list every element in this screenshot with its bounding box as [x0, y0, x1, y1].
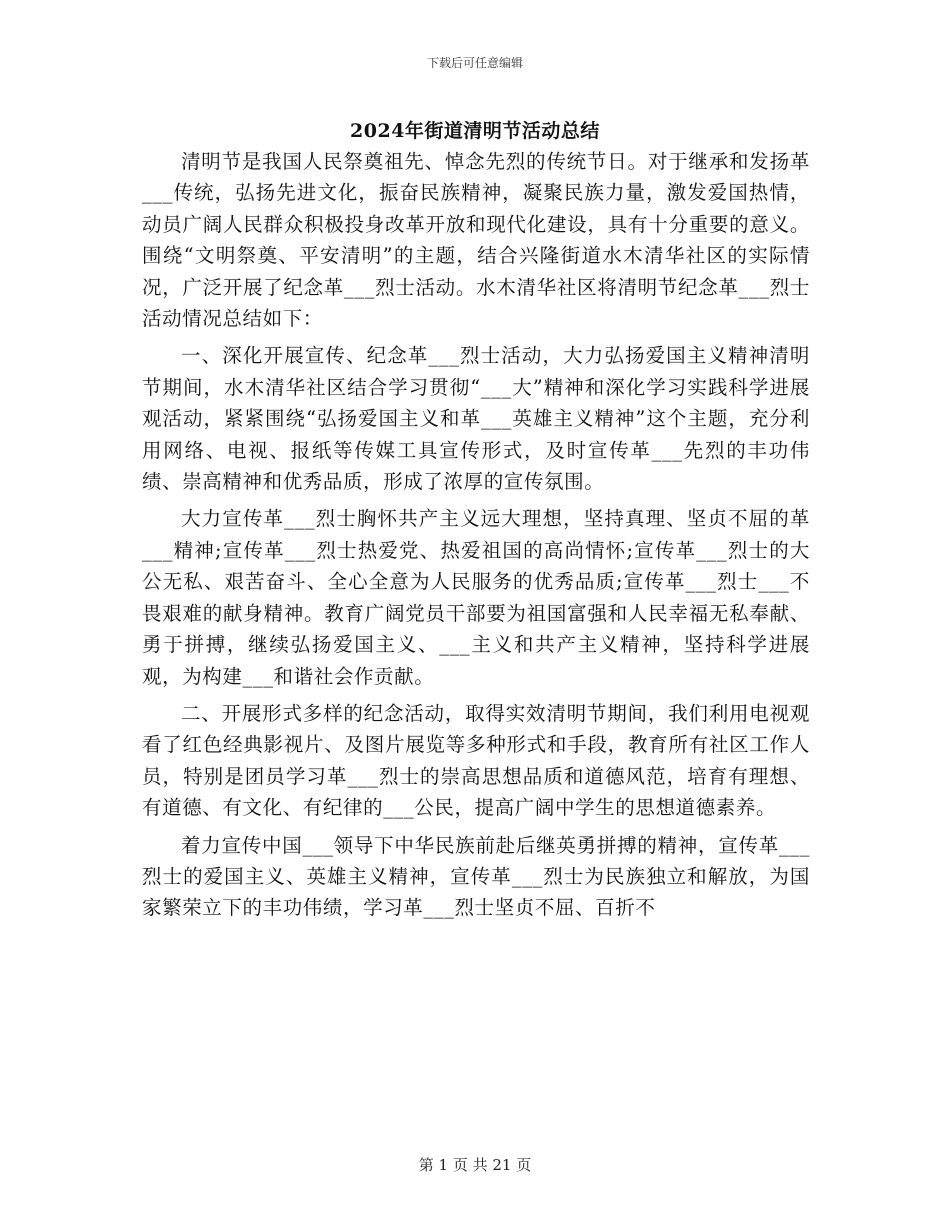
paragraph-propaganda: 大力宣传革___烈士胸怀共产主义远大理想，坚持真理、坚贞不屈的革___精神;宣传革___烈士热爱党、热爱祖国的高尚情怀;宣传革___烈士的大公无私、艰苦奋斗、全心全意为人民服务的优秀品质;宣传革___烈士___不畏艰难的献身精神。教育广阔党员干部要为祖国富强和人民幸福无私奉献、勇于拼搏，继续弘扬爱国主义、___主义和共产主义精神，坚持科学进展观，为构建___和谐社会作贡献。	[142, 507, 810, 688]
page-number-footer: 第 1 页 共 21 页	[418, 1156, 532, 1174]
document-body	[142, 146, 810, 924]
paragraph-section-2: 二、开展形式多样的纪念活动，取得实效清明节期间，我们利用电视观看了红色经典影视片、及图片展览等多种形式和手段，教育所有社区工作人员，特别是团员学习革___烈士的崇高思想品质和道德风范，培育有理想、有道德、有文化、有纪律的___公民，提高广阔中学生的思想道德素养。	[142, 701, 810, 820]
document-title: 2024年街道清明节活动总结	[350, 120, 600, 142]
paragraph-intro: 清明节是我国人民祭奠祖先、悼念先烈的传统节日。对于继承和发扬革___传统，弘扬先进文化，振奋民族精神，凝聚民族力量，激发爱国热情，动员广阔人民群众积极投身改革开放和现代化建设，具有十分重要的意义。围绕“文明祭奠、平安清明”的主题，结合兴隆街道水木清华社区的实际情况，广泛开展了纪念革___烈士活动。水木清华社区将清明节纪念革___烈士活动情况总结如下：	[142, 150, 810, 331]
paragraph-continuation: 着力宣传中国___领导下中华民族前赴后继英勇拼搏的精神，宣传革___烈士的爱国主义、英雄主义精神，宣传革___烈士为民族独立和解放，为国家繁荣立下的丰功伟绩，学习革___烈士坚贞不屈、百折不	[142, 833, 810, 920]
header-note: 下载后可任意编辑	[426, 56, 523, 70]
paragraph-section-1: 一、深化开展宣传、纪念革___烈士活动，大力弘扬爱国主义精神清明节期间，水木清华社区结合学习贯彻“___大”精神和深化学习实践科学进展观活动，紧紧围绕“弘扬爱国主义和革___英雄主义精神”这个主题，充分利用网络、电视、报纸等传媒工具宣传形式，及时宣传革___先烈的丰功伟绩、崇高精神和优秀品质，形成了浓厚的宣传氛围。	[142, 344, 810, 494]
